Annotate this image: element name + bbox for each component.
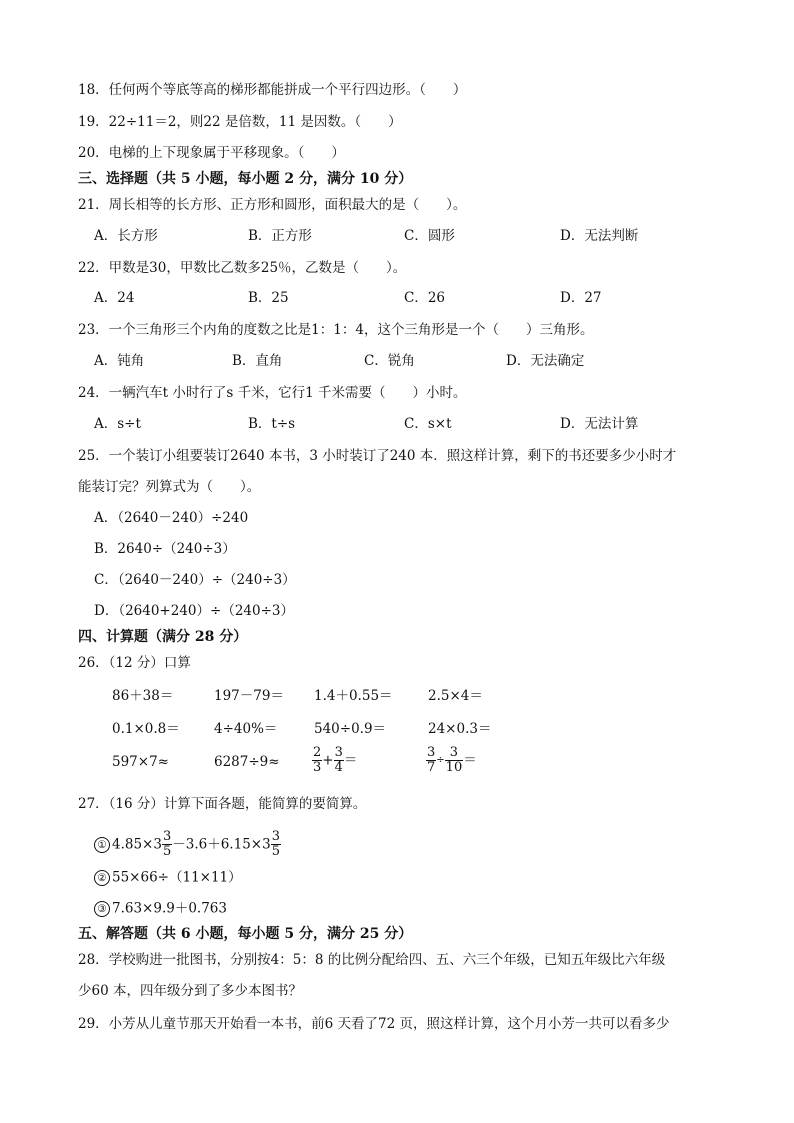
oral-calc-2-3: 540÷0.9＝ [314,721,387,737]
question-20: 20．电梯的上下现象属于平移现象。（ ） [78,145,345,161]
fraction: $\frac{3}{5}$ [271,829,280,859]
oral-calc-3-1: 597×7≈ [112,754,169,770]
oral-calc-1-4: 2.5×4＝ [428,688,483,704]
fraction: $\frac{3}{5}$ [162,829,172,859]
q23-option-a: A．钝角 [94,353,145,369]
q24-option-b: B．t÷s [248,416,296,432]
q21-option-b: B．正方形 [248,228,312,244]
section-5-heading: 五、解答题（共 6 小题，每小题 5 分，满分 25 分） [78,926,413,942]
q25-option-d: D．（2640+240）÷（240÷3） [94,603,294,619]
section-3-heading: 三、选择题（共 5 小题，每小题 2 分，满分 10 分） [78,171,413,187]
question-28-line-2: 少60 本，四年级分到了多少本图书？ [78,983,302,999]
fraction: $\frac{3}{4}$ [334,745,343,775]
oral-calc-1-3: 1.4＋0.55＝ [314,688,393,704]
q23-option-c: C．锐角 [364,353,415,369]
q22-option-a: A．24 [94,290,135,306]
circled-number: ③ [94,901,110,917]
q21-option-c: C．圆形 [404,228,455,244]
q25-option-c: C．（2640－240）÷（240÷3） [94,572,296,588]
q25-option-b: B．2640÷（240÷3） [94,541,236,557]
question-28-line-1: 28．学校购进一批图书，分别按4：5：8 的比例分配给四、五、六三个年级，已知五年级比六年级 [78,952,666,968]
fraction: $\frac{3}{7}$ [427,745,436,775]
q24-option-a: A．s÷t [94,416,141,432]
oral-calc-2-1: 0.1×0.8＝ [112,721,180,737]
oral-calc-2-2: 4÷40%＝ [214,721,278,737]
question-24: 24．一辆汽车t 小时行了s 千米，它行1 千米需要（ ）小时。 [78,385,467,401]
question-25-line-1: 25．一个装订小组要装订2640 本书，3 小时装订了240 本．照这样计算，剩下的书还要多少小时才 [78,448,677,464]
oral-calc-3-2: 6287÷9≈ [214,754,280,770]
section-4-heading: 四、计算题（满分 28 分） [78,629,248,645]
fraction: $\frac{2}{3}$ [313,745,322,775]
question-29-line-1: 29．小芳从儿童节那天开始看一本书，前6 天看了72 页，照这样计算，这个月小芳一共可以看多少 [78,1016,670,1032]
question-26: 26．（12 分）口算 [78,655,191,671]
q27-item-3: ③ 7.63×9.9＋0.763 [94,898,227,919]
circled-number: ① [94,837,110,853]
q21-option-a: A．长方形 [94,228,158,244]
question-23: 23．一个三角形三个内角的度数之比是1：1：4，这个三角形是一个（ ）三角形。 [78,322,594,338]
q21-option-d: D．无法判断 [560,228,639,244]
question-21: 21．周长相等的长方形、正方形和圆形，面积最大的是（ ）。 [78,197,467,213]
q25-option-a: A．（2640－240）÷240 [94,510,249,526]
question-27: 27．（16 分）计算下面各题，能简算的要简算。 [78,796,367,812]
oral-calc-2-4: 24×0.3＝ [428,721,492,737]
q24-option-c: C．s×t [404,416,452,432]
question-18: 18．任何两个等底等高的梯形都能拼成一个平行四边形。（ ） [78,82,467,98]
question-25-line-2: 能装订完？列算式为（ ）。 [78,479,261,495]
q27-item-2: ② 55×66÷（11×11） [94,867,242,888]
oral-calc-1-1: 86＋38＝ [112,688,174,704]
q22-option-c: C．26 [404,290,446,306]
oral-calc-fraction-add: $\frac{2}{3}$ + $\frac{3}{4}$ ＝ [313,745,358,775]
question-19: 19．22÷11＝2，则22 是倍数，11 是因数。（ ） [78,114,402,130]
circled-number: ② [94,870,110,886]
q24-option-d: D．无法计算 [560,416,639,432]
q23-option-b: B．直角 [232,353,283,369]
oral-calc-fraction-divide: $\frac{3}{7}$ ÷ $\frac{3}{10}$ ＝ [427,745,477,775]
fraction: $\frac{3}{10}$ [445,745,463,775]
oral-calc-1-2: 197－79＝ [214,688,284,704]
question-22: 22．甲数是30，甲数比乙数多25％，乙数是（ ）。 [78,260,407,276]
q23-option-d: D．无法确定 [506,353,585,369]
q22-option-b: B．25 [248,290,289,306]
q22-option-d: D．27 [560,290,602,306]
q27-item-1: ① 4.85×3 $\frac{3}{5}$ －3.6＋6.15×3 $\frac{3}{5}$ [94,830,281,859]
